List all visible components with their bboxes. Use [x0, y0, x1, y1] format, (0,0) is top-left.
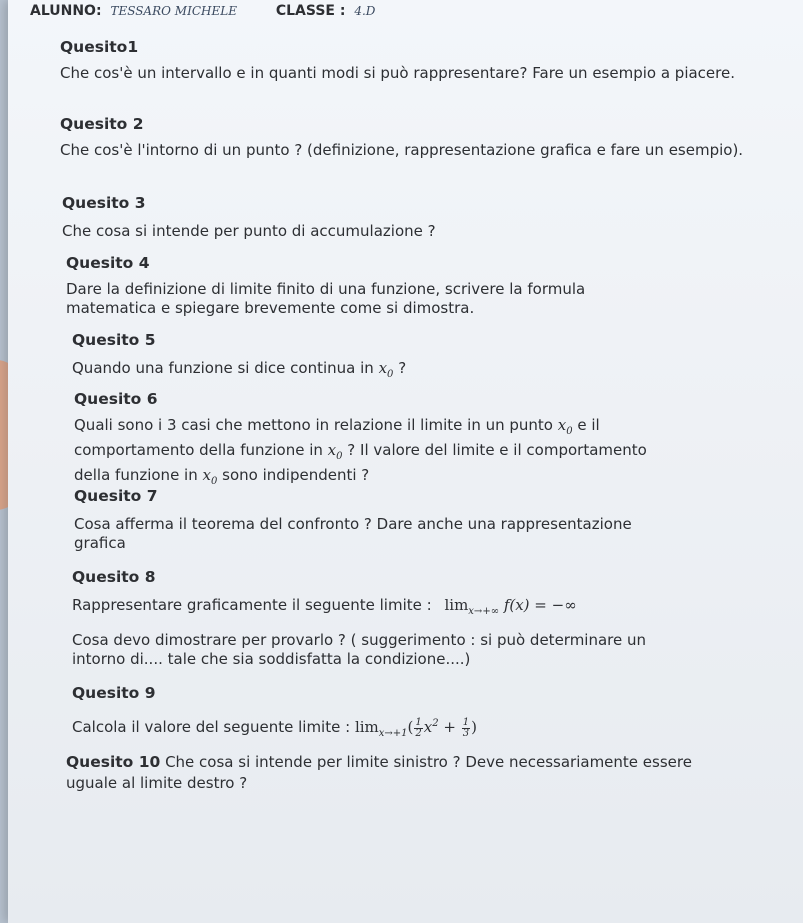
quesito-9-title: Quesito 9: [72, 684, 156, 702]
quesito-2-title: Quesito 2: [60, 115, 144, 133]
quesito-5-text-a: Quando una funzione si dice continua in: [72, 359, 374, 377]
limit-expression-9: $\lim_{x\to+1}$( $\frac{1}{2}$ $x^2$ + $\frac{1}{3}$ ): [354, 716, 477, 739]
alunno-label: ALUNNO:: [30, 3, 102, 19]
quesito-9: [72, 684, 772, 743]
quesito-6-title: Quesito 6: [74, 390, 158, 408]
quesito-1-text: Che cos'è un intervallo e in quanti modi si può rappresentare? Fare un esempio a piacere.: [60, 64, 735, 82]
quesito-1: [60, 38, 760, 83]
quesito-5: [72, 331, 772, 384]
header: [30, 3, 375, 19]
quesito-8-text-a: Rappresentare graficamente il seguente limite :: [72, 596, 432, 614]
quesito-10-text-a: Che cosa si intende per limite sinistro ? Deve necessariamente essere uguale al limite destro ?: [66, 753, 692, 792]
quesito-6-text-d: sono indipendenti ?: [222, 466, 370, 484]
exam-sheet: [8, 0, 803, 923]
limit-expression-8: $\lim_{x\to+\infty} f(x)$ = −∞: [444, 596, 577, 617]
quesito-9-text-a: Calcola il valore del seguente limite :: [72, 718, 351, 736]
quesito-9-text: [72, 714, 772, 743]
quesito-6-text-b: e il comportamento della funzione in: [74, 416, 600, 459]
quesito-10: [66, 752, 696, 794]
quesito-3: [62, 194, 762, 241]
quesito-4: [66, 254, 766, 318]
quesito-8-title: Quesito 8: [72, 568, 156, 586]
quesito-4-title: Quesito 4: [66, 254, 150, 272]
x0-math: $x_0$: [202, 466, 218, 487]
quesito-8: [72, 568, 772, 669]
quesito-6: [74, 390, 774, 491]
quesito-5-title: Quesito 5: [72, 331, 156, 349]
quesito-6-text-a: Quali sono i 3 casi che mettono in relazione il limite in un punto: [74, 416, 553, 434]
quesito-5-text: [72, 359, 772, 384]
classe-value: 4.D: [354, 4, 376, 18]
quesito-3-text: Che cosa si intende per punto di accumulazione ?: [62, 222, 436, 240]
quesito-7-text: Cosa afferma il teorema del confronto ? Dare anche una rappresentazione grafica: [74, 515, 632, 552]
quesito-10-title: Quesito 10: [66, 753, 161, 771]
quesito-7-title: Quesito 7: [74, 487, 158, 505]
quesito-6-text: [74, 416, 674, 491]
quesito-10-text: [66, 752, 696, 794]
quesito-8-text: [72, 596, 772, 621]
alunno-name: TESSARO MICHELE: [110, 4, 237, 18]
x0-math: $x_0$: [557, 416, 573, 437]
quesito-7: [74, 487, 774, 553]
quesito-6-text-c: ? Il valore del limite e il comportamento della funzione in: [74, 441, 647, 484]
x0-math: $x_0$: [327, 441, 343, 462]
classe-label: CLASSE :: [275, 3, 346, 19]
quesito-2-text: Che cos'è l'intorno di un punto ? (definizione, rappresentazione grafica e fare un esempio).: [60, 141, 744, 159]
x0-math: $x_0$: [378, 359, 394, 380]
quesito-4-text: Dare la definizione di limite finito di una funzione, scrivere la formula matematica e spiegare brevemente come si dimostra.: [66, 280, 586, 317]
quesito-2: [60, 115, 760, 160]
quesito-5-text-b: ?: [398, 359, 407, 377]
quesito-3-title: Quesito 3: [62, 194, 146, 212]
quesito-1-title: Quesito1: [60, 38, 139, 56]
quesito-8-text2: Cosa devo dimostrare per provarlo ? ( suggerimento : si può determinare un intorno di.... tale che sia soddisfatta la condizione....): [72, 631, 647, 668]
